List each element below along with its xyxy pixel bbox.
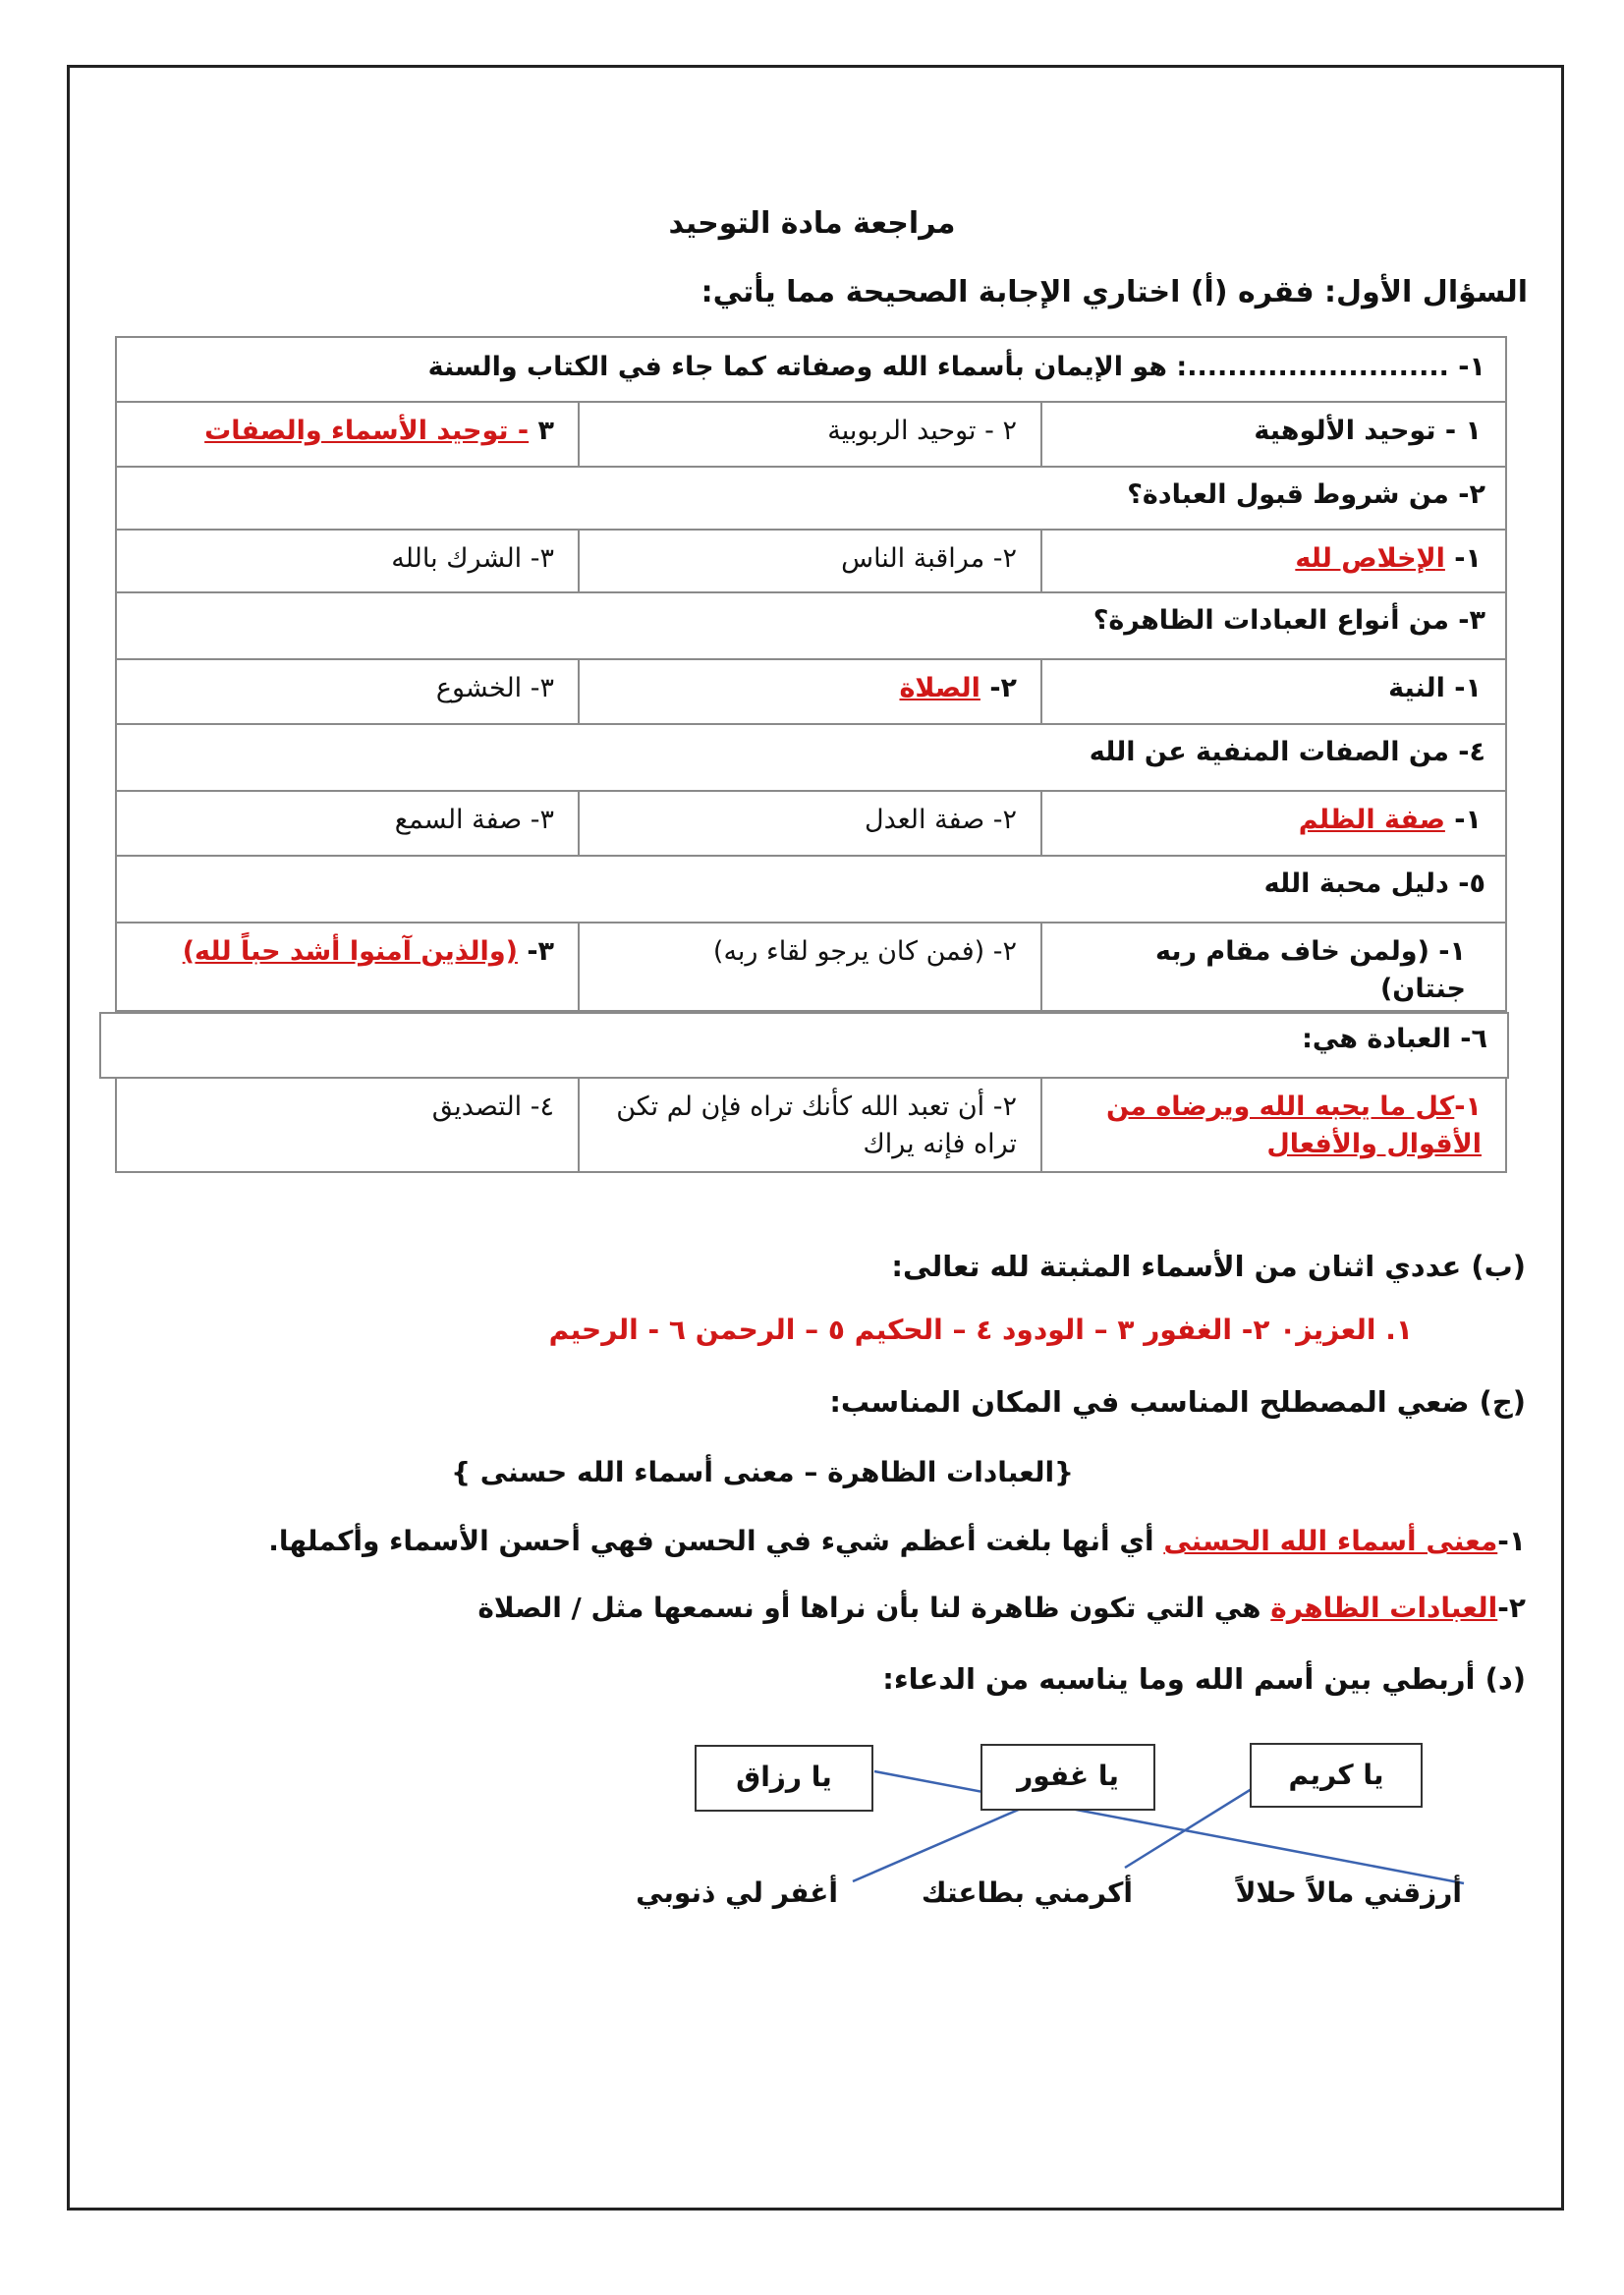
question-one-heading: السؤال الأول: فقره (أ) اختاري الإجابة الصحيحة مما يأتي: (700, 275, 1528, 309)
page-title: مراجعة مادة التوحيد (668, 206, 956, 241)
dua-obedience: أكرمني بطاعتك (921, 1876, 1133, 1909)
name-box-razzaq: يا رزاق (695, 1745, 873, 1812)
section-c-item: ١-معنى أسماء الله الحسنى أي أنها بلغت أعظم شيء في الحسن فهي أحسن الأسماء وأكملها. (268, 1525, 1526, 1557)
question-text: ٦- العبادة هي: (1302, 1024, 1487, 1054)
option-cell-answer: ٣- (والذين آمنوا أشد حباً لله) (117, 924, 580, 1010)
section-c-terms: {العبادات الظاهرة – معنى أسماء الله حسنى } (451, 1456, 1074, 1488)
dua-halal-provision: أرزقني مالاً حلالاً (1235, 1876, 1462, 1909)
option-cell: ١- النية (1388, 673, 1482, 703)
question-text: ٥- دليل محبة الله (1263, 868, 1485, 899)
name-box-ghafoor: يا غفور (980, 1744, 1155, 1811)
option-cell: ٣- الخشوع (117, 660, 580, 723)
option-cell: ٢- مراقبة الناس (580, 531, 1042, 591)
option-cell: ١ - توحيد الألوهية (1254, 416, 1482, 446)
match-line-ghafoor (853, 1799, 1043, 1881)
option-cell-answer: ١- الإخلاص لله (1295, 543, 1482, 574)
option-cell: ٢- (فمن كان يرجو لقاء ربه) (580, 924, 1042, 1010)
name-box-kareem: يا كريم (1250, 1743, 1423, 1808)
option-cell-answer: ٣ - توحيد الأسماء والصفات (117, 403, 580, 466)
section-b-answer: ١. العزيز٠ ٢- الغفور ٣ – الودود ٤ – الحكيم ٥ – الرحمن ٦ - الرحيم (548, 1314, 1413, 1346)
section-d-heading: (د) أربطي بين أسم الله وما يناسبه من الدعاء: (882, 1662, 1526, 1696)
option-cell-answer: ١-كل ما يحبه الله ويرضاه من الأقوال والأفعال (1105, 1092, 1482, 1159)
question-text: ١- ..........................: هو الإيمان بأسماء الله وصفاته كما جاء في الكتاب والسنة (427, 352, 1485, 382)
dua-forgiveness: أغفر لي ذنوبي (636, 1876, 838, 1909)
option-cell: ٢ - توحيد الربوبية (580, 403, 1042, 466)
question-text: ٣- من أنواع العبادات الظاهرة؟ (1092, 605, 1485, 636)
option-cell: ٣- صفة السمع (117, 792, 580, 855)
question-text: ٤- من الصفات المنفية عن الله (1089, 737, 1485, 767)
option-cell-answer: ١- صفة الظلم (1298, 805, 1482, 835)
option-cell: ٢- أن تعبد الله كأنك تراه فإن لم تكن تراه فإنه يراك (580, 1079, 1042, 1171)
section-c-heading: (ج) ضعي المصطلح المناسب في المكان المناسب: (829, 1385, 1526, 1419)
option-cell: ١- (ولمن خاف مقام ربه جنتان) (1154, 936, 1466, 1004)
option-cell: ٤- التصديق (117, 1079, 580, 1171)
option-cell-answer: ٢- الصلاة (580, 660, 1042, 723)
question-text: ٢- من شروط قبول العبادة؟ (1127, 479, 1485, 510)
option-cell: ٣- الشرك بالله (117, 531, 580, 591)
section-b-heading: (ب) عددي اثنان من الأسماء المثبتة لله تعالى: (891, 1250, 1526, 1283)
section-c-item: ٢-العبادات الظاهرة هي التي تكون ظاهرة لنا بأن نراها أو نسمعها مثل / الصلاة (477, 1592, 1526, 1624)
option-cell: ٢- صفة العدل (580, 792, 1042, 855)
